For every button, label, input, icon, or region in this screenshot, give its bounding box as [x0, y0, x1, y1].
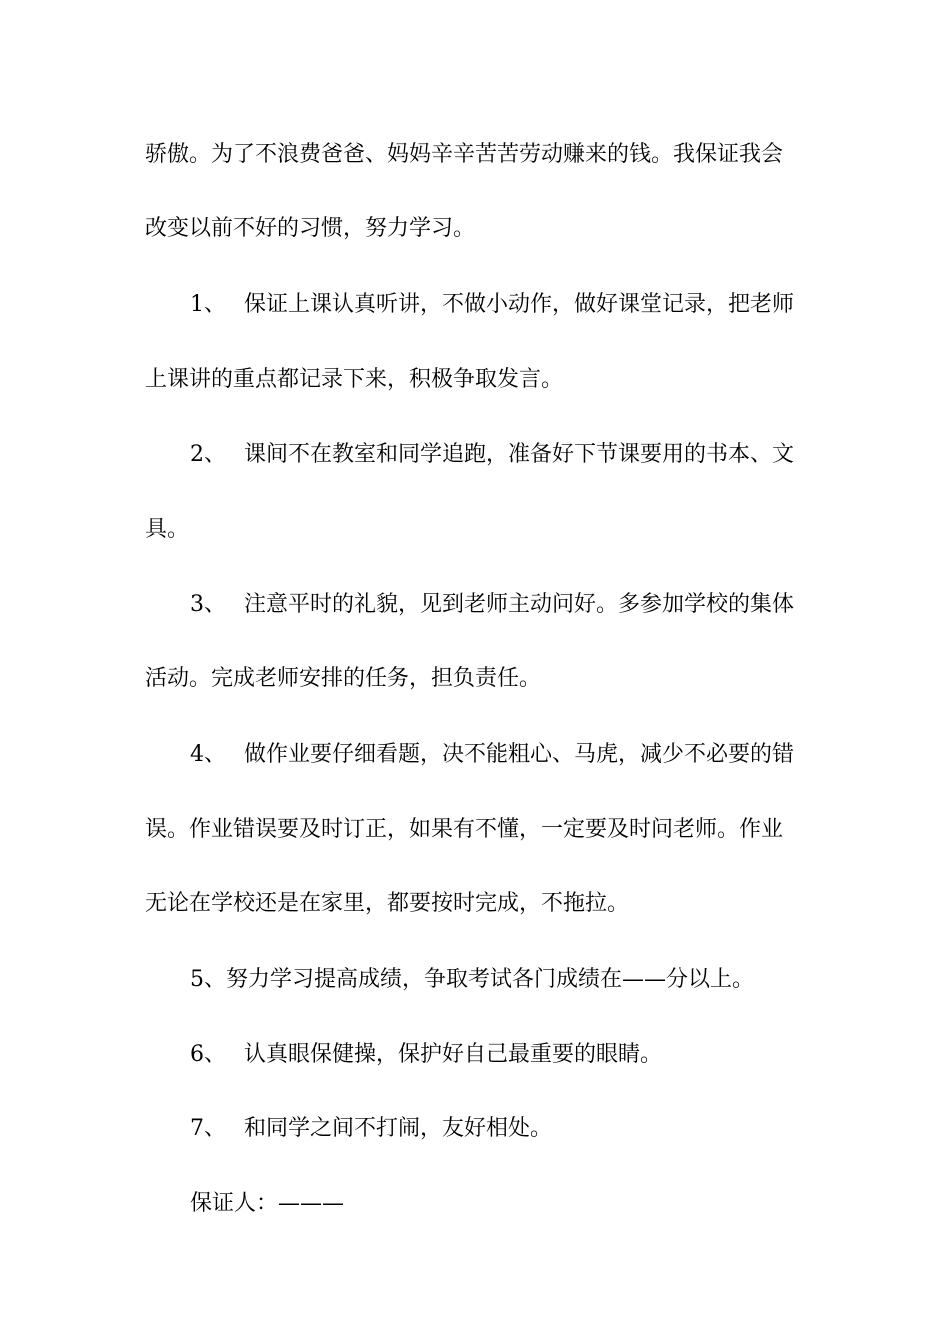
list-item-2-line	[190, 440, 794, 470]
list-item-1-line	[190, 290, 794, 320]
text-line	[145, 365, 563, 395]
text-line	[145, 664, 541, 694]
item-text: 认真眼保健操，保护好自己最重要的眼睛。	[244, 1042, 663, 1067]
item-number: 3、	[190, 592, 226, 617]
item-text: 注意平时的礼貌，见到老师主动问好。多参加学校的集体	[244, 592, 795, 617]
guarantor-line	[190, 1189, 344, 1219]
line-text: 骄傲。为了不浪费爸爸、妈妈辛辛苦苦劳动赚来的钱。我保证我会	[145, 142, 784, 167]
list-item-6-line	[190, 1040, 662, 1070]
line-text: 活动。完成老师安排的任务，担负责任。	[145, 666, 542, 691]
list-item-7-line	[190, 1114, 552, 1144]
item-number: 2、	[190, 442, 226, 467]
text-line	[145, 140, 783, 170]
item-text: 做作业要仔细看题，决不能粗心、马虎，减少不必要的错	[244, 742, 795, 767]
text-line	[145, 815, 783, 845]
line-text: 上课讲的重点都记录下来，积极争取发言。	[145, 367, 564, 392]
text-line	[145, 889, 629, 919]
item-text: 课间不在教室和同学追跑，准备好下节课要用的书本、文	[244, 442, 795, 467]
line-text: 无论在学校还是在家里，都要按时完成，不拖拉。	[145, 891, 630, 916]
list-item-3-line	[190, 590, 794, 620]
item-number: 6、	[190, 1042, 226, 1067]
item-text: 和同学之间不打闹，友好相处。	[244, 1116, 553, 1141]
line-text: 误。作业错误要及时订正，如果有不懂，一定要及时问老师。作业	[145, 817, 784, 842]
line-text: 具。	[145, 517, 190, 542]
text-line	[145, 214, 475, 244]
item-number: 7、	[190, 1116, 226, 1141]
item-text: 保证上课认真听讲，不做小动作，做好课堂记录，把老师	[244, 292, 795, 317]
guarantor-label: 保证人：———	[190, 1191, 345, 1216]
line-text: 改变以前不好的习惯，努力学习。	[145, 216, 476, 241]
text-line	[145, 515, 189, 545]
item-number: 1、	[190, 292, 226, 317]
list-item-4-line	[190, 740, 794, 770]
list-item-5-line	[190, 965, 754, 995]
item-number: 4、	[190, 742, 226, 767]
item-text: 5、努力学习提高成绩，争取考试各门成绩在——分以上。	[190, 967, 754, 992]
